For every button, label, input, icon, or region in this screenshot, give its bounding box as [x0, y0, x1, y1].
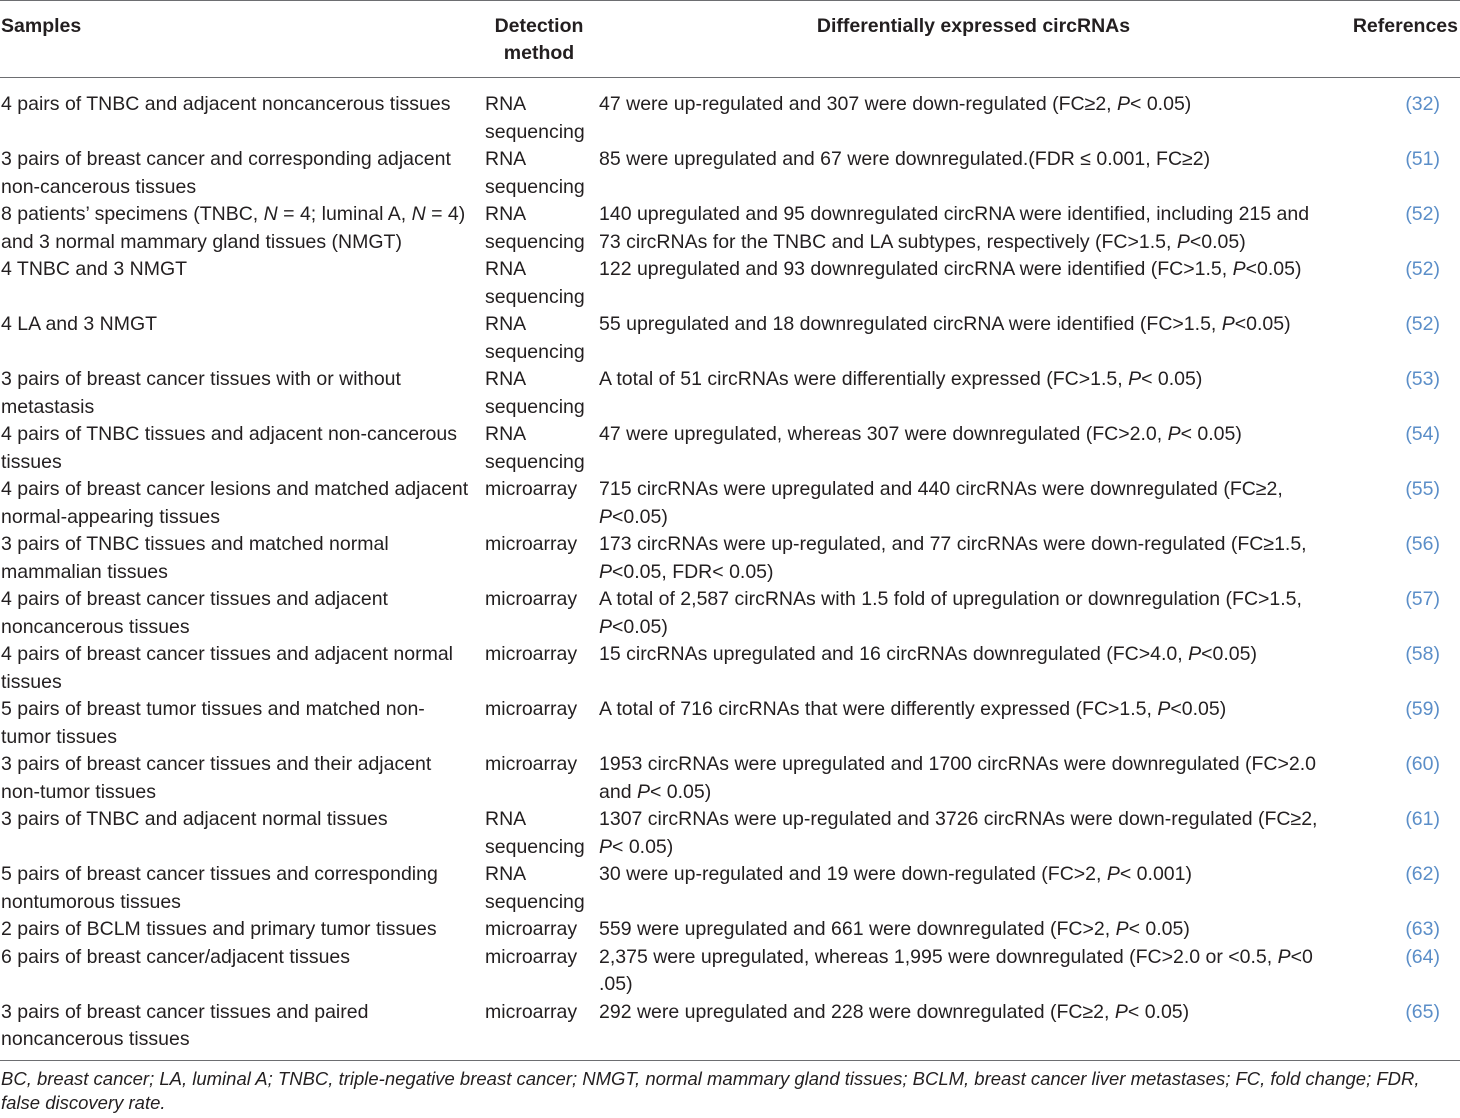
method-cell: microarray: [485, 698, 578, 720]
circrnas-cell: 715 circRNAs were upregulated and 440 circRNAs were downregulated (FC≥2, P<0.05): [599, 478, 1283, 528]
table-row: [0, 696, 1460, 751]
samples-cell: 4 TNBC and 3 NMGT: [1, 258, 188, 280]
reference-cell[interactable]: (52): [1405, 313, 1440, 335]
circrnas-cell: 47 were up-regulated and 307 were down-regulated (FC≥2, P< 0.05): [599, 93, 1192, 115]
samples-cell: 6 pairs of breast cancer/adjacent tissues: [1, 945, 351, 968]
circrnas-cell: 85 were upregulated and 67 were downregulated.(FDR ≤ 0.001, FC≥2): [599, 148, 1211, 170]
samples-cell: 2 pairs of BCLM tissues and primary tumor tissues: [1, 918, 437, 940]
table-row: [0, 916, 1460, 944]
table-row: [0, 751, 1460, 806]
reference-cell[interactable]: (63): [1405, 918, 1440, 940]
reference-cell[interactable]: (60): [1405, 753, 1440, 775]
table-row: [0, 201, 1460, 256]
method-cell: RNA sequencing: [485, 258, 585, 308]
samples-cell: 3 pairs of breast cancer tissues with or without metastasis: [1, 368, 401, 418]
samples-cell: 5 pairs of breast cancer tissues and corresponding nontumorous tissues: [1, 863, 438, 913]
circrnas-cell: 30 were up-regulated and 19 were down-regulated (FC>2, P< 0.001): [599, 863, 1192, 885]
method-cell: RNA sequencing: [485, 93, 585, 143]
method-cell: RNA sequencing: [485, 423, 585, 473]
header-method-line1: Detection: [494, 15, 584, 37]
circrnas-cell: A total of 51 circRNAs were differentially expressed (FC>1.5, P< 0.05): [599, 368, 1203, 390]
samples-cell: 3 pairs of TNBC tissues and matched normal mammalian tissues: [1, 533, 389, 583]
header-detection-method: [481, 0, 597, 77]
circrnas-cell: A total of 716 circRNAs that were differently expressed (FC>1.5, P<0.05): [599, 698, 1227, 720]
table-row: [0, 421, 1460, 476]
header-references: References: [1352, 15, 1458, 37]
samples-cell: 4 LA and 3 NMGT: [1, 313, 158, 335]
samples-cell: 5 pairs of breast tumor tissues and matched non-tumor tissues: [1, 698, 425, 748]
table-row: [0, 586, 1460, 641]
table-row: [0, 999, 1460, 1054]
table-row: [0, 366, 1460, 421]
reference-cell[interactable]: (65): [1405, 1000, 1440, 1023]
circrnas-cell: 1953 circRNAs were upregulated and 1700 circRNAs were downregulated (FC>2.0 and P< 0.05): [599, 753, 1316, 803]
table-row: [0, 861, 1460, 916]
reference-cell[interactable]: (59): [1405, 698, 1440, 720]
reference-cell[interactable]: (64): [1405, 945, 1440, 968]
method-cell: microarray: [485, 478, 578, 500]
reference-cell[interactable]: (61): [1405, 808, 1440, 830]
method-cell: RNA sequencing: [485, 203, 585, 253]
circrnas-cell: 122 upregulated and 93 downregulated circRNA were identified (FC>1.5, P<0.05): [599, 258, 1302, 280]
header-samples: Samples: [1, 15, 82, 37]
table-row: [0, 641, 1460, 696]
circrnas-cell: 15 circRNAs upregulated and 16 circRNAs downregulated (FC>4.0, P<0.05): [599, 643, 1257, 665]
method-cell: microarray: [485, 643, 578, 665]
bottom-rule: [0, 1060, 1460, 1061]
method-cell: RNA sequencing: [485, 863, 585, 913]
method-cell: microarray: [485, 945, 578, 968]
reference-cell[interactable]: (56): [1405, 533, 1440, 555]
method-cell: microarray: [485, 588, 578, 610]
reference-cell[interactable]: (62): [1405, 863, 1440, 885]
circrnas-cell: 2,375 were upregulated, whereas 1,995 were downregulated (FC>2.0 or <0.5, P<0 .05): [599, 945, 1313, 995]
table-row: [0, 256, 1460, 311]
reference-cell[interactable]: (52): [1405, 258, 1440, 280]
circrnas-cell: 47 were upregulated, whereas 307 were downregulated (FC>2.0, P< 0.05): [599, 423, 1242, 445]
samples-cell: 4 pairs of breast cancer tissues and adjacent noncancerous tissues: [1, 588, 388, 638]
samples-cell: 4 pairs of TNBC tissues and adjacent non-cancerous tissues: [1, 423, 457, 473]
reference-cell[interactable]: (55): [1405, 478, 1440, 500]
table-row: [0, 806, 1460, 861]
samples-cell: 3 pairs of breast cancer tissues and their adjacent non-tumor tissues: [1, 753, 432, 803]
method-cell: RNA sequencing: [485, 148, 585, 198]
circrnas-cell: A total of 2,587 circRNAs with 1.5 fold of upregulation or downregulation (FC>1.5, P<0.05): [599, 588, 1302, 638]
header-method-line2: method: [503, 42, 575, 64]
method-cell: microarray: [485, 533, 578, 555]
circrnas-cell: 1307 circRNAs were up-regulated and 3726 circRNAs were down-regulated (FC≥2, P< 0.05): [599, 808, 1318, 858]
method-cell: microarray: [485, 918, 578, 940]
reference-cell[interactable]: (54): [1405, 423, 1440, 445]
reference-cell[interactable]: (51): [1405, 148, 1440, 170]
header-circrnas: Differentially expressed circRNAs: [816, 15, 1131, 37]
reference-cell[interactable]: (52): [1405, 203, 1440, 225]
reference-cell[interactable]: (58): [1405, 643, 1440, 665]
samples-cell: 4 pairs of breast cancer lesions and matched adjacent normal-appearing tissues: [1, 478, 469, 528]
header-row: [0, 0, 1460, 77]
table-row: [0, 944, 1460, 999]
table-row: [0, 476, 1460, 531]
circrnas-cell: 292 were upregulated and 228 were downregulated (FC≥2, P< 0.05): [599, 1000, 1190, 1023]
samples-cell: 4 pairs of breast cancer tissues and adjacent normal tissues: [1, 643, 453, 693]
table-row: [0, 311, 1460, 366]
table-footnote: BC, breast cancer; LA, luminal A; TNBC, triple-negative breast cancer; NMGT, normal mammary gland tissues; BCLM, breast cancer liver metastases; FC, fold change; FDR, false discovery rate.: [1, 1068, 1420, 1113]
samples-cell: 3 pairs of TNBC and adjacent normal tissues: [1, 808, 388, 830]
method-cell: RNA sequencing: [485, 808, 585, 858]
table-body: [0, 77, 1460, 1054]
table-row: [0, 77, 1460, 146]
table-row: [0, 146, 1460, 201]
reference-cell[interactable]: (57): [1405, 588, 1440, 610]
method-cell: microarray: [485, 1000, 578, 1023]
samples-cell: 4 pairs of TNBC and adjacent noncancerous tissues: [1, 93, 451, 115]
table-row: [0, 531, 1460, 586]
samples-cell: 3 pairs of breast cancer and corresponding adjacent non-cancerous tissues: [1, 148, 451, 198]
samples-cell: 8 patients’ specimens (TNBC, N = 4; luminal A, N = 4) and 3 normal mammary gland tissues (NMGT): [1, 203, 466, 253]
circrnas-cell: 559 were upregulated and 661 were downregulated (FC>2, P< 0.05): [599, 918, 1190, 940]
reference-cell[interactable]: (32): [1405, 93, 1440, 115]
circrnas-cell: 55 upregulated and 18 downregulated circRNA were identified (FC>1.5, P<0.05): [599, 313, 1291, 335]
circrnas-cell: 140 upregulated and 95 downregulated circRNA were identified, including 215 and 73 circRNAs for the TNBC and LA subtypes, respectively (FC>1.5, P<0.05): [599, 203, 1310, 253]
method-cell: microarray: [485, 753, 578, 775]
method-cell: RNA sequencing: [485, 313, 585, 363]
samples-cell: 3 pairs of breast cancer tissues and paired noncancerous tissues: [1, 1000, 369, 1050]
reference-cell[interactable]: (53): [1405, 368, 1440, 390]
circrnas-cell: 173 circRNAs were up-regulated, and 77 circRNAs were down-regulated (FC≥1.5, P<0.05, FDR< 0.05): [599, 533, 1307, 583]
method-cell: RNA sequencing: [485, 368, 585, 418]
